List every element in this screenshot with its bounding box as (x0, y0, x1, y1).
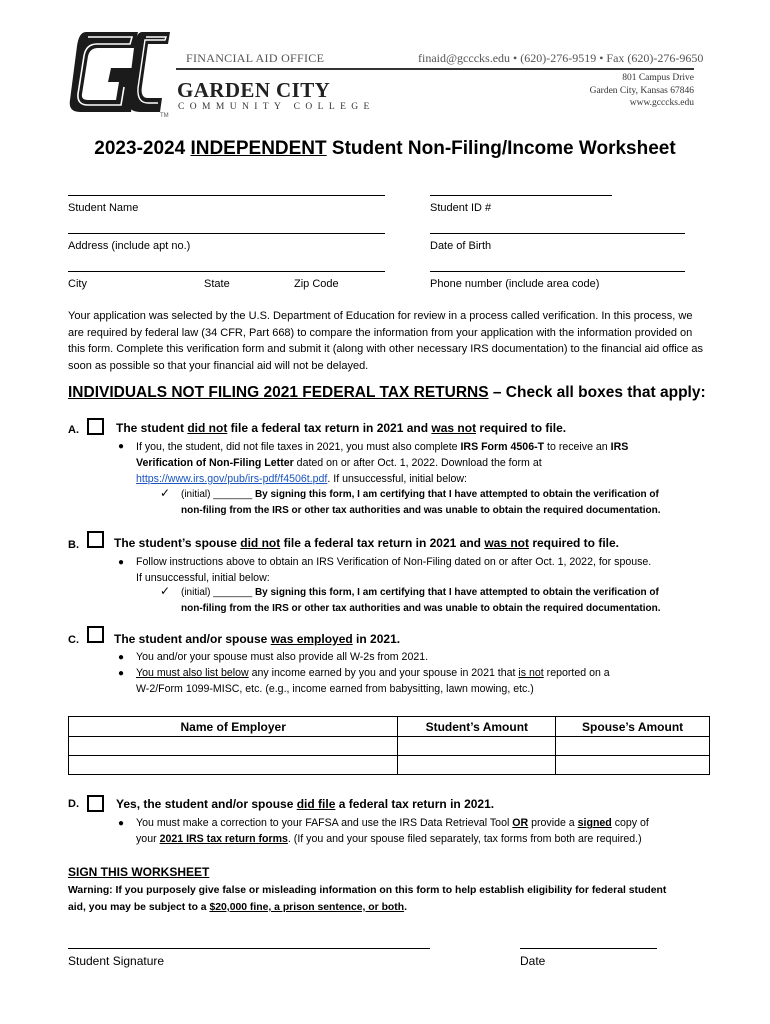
zip-label: Zip Code (294, 278, 339, 290)
table-header-row (69, 717, 710, 737)
irs-form-link[interactable]: https://www.irs.gov/pub/irs-pdf/f4506t.pdf (136, 473, 328, 485)
table-row (69, 737, 710, 756)
spouse-amount-cell[interactable] (556, 737, 710, 756)
header-student-amount: Student’s Amount (398, 717, 556, 737)
office-contact: finaid@gcccks.edu • (620)-276-9519 • Fax (620)-276-9650 (418, 51, 704, 65)
sign-heading: SIGN THIS WORKSHEET (68, 865, 210, 879)
dob-line[interactable] (430, 233, 685, 234)
option-d-label: Yes, the student and/or spouse did file a federal tax return in 2021. (116, 797, 495, 811)
address-street: 801 Campus Drive (622, 73, 694, 83)
option-c-checkbox[interactable] (87, 626, 104, 643)
option-c-letter: C. (68, 634, 79, 646)
phone-line[interactable] (430, 271, 685, 272)
bullet-icon: ● (118, 557, 125, 568)
checkmark-icon: ✓ (160, 486, 171, 500)
trademark: TM (160, 113, 169, 119)
header-spouse-amount: Spouse’s Amount (556, 717, 710, 737)
sign-warning: Warning: If you purposely give false or misleading information on this form to help establish eligibility for federal student aid, you may be subject to a $20,000 fine, a prison sentence, or both. (68, 885, 667, 913)
spouse-amount-cell[interactable] (556, 756, 710, 775)
option-b-label: The student’s spouse did not file a federal tax return in 2021 and was not required to file. (114, 536, 619, 550)
signature-line[interactable] (68, 948, 430, 949)
table-row (69, 756, 710, 775)
section-heading: INDIVIDUALS NOT FILING 2021 FEDERAL TAX RETURNS – Check all boxes that apply: (68, 384, 706, 401)
state-label: State (204, 278, 230, 290)
option-b-bullet: Follow instructions above to obtain an IRS Verification of Non-Filing dated on or after Oct. 1, 2022, for spouse. If unsuccessful, initial below: (136, 556, 652, 584)
bullet-icon: ● (118, 668, 125, 679)
option-b-certification: (initial) _______ By signing this form, I am certifying that I have attempted to obtain the verification of non-filing from the IRS or other tax authorities and was unable to obtain the required documentation. (181, 587, 661, 614)
student-id-line[interactable] (430, 195, 612, 196)
option-a-checkbox[interactable] (87, 418, 104, 435)
student-name-label: Student Name (68, 202, 139, 214)
student-id-label: Student ID # (430, 202, 492, 214)
student-amount-cell[interactable] (398, 737, 556, 756)
date-label: Date (520, 954, 546, 968)
address-website: www.gcccks.edu (629, 98, 694, 108)
employer-cell[interactable] (69, 737, 398, 756)
address-city: Garden City, Kansas 67846 (589, 85, 694, 96)
bullet-icon: ● (118, 652, 125, 663)
student-name-line[interactable] (68, 195, 385, 196)
college-address (590, 72, 694, 110)
page-title: 2023-2024 INDEPENDENT Student Non-Filing/Income Worksheet (94, 138, 676, 159)
address-label: Address (include apt no.) (68, 240, 191, 252)
bullet-icon: ● (118, 818, 125, 829)
option-d-checkbox[interactable] (87, 795, 104, 812)
address-line[interactable] (68, 233, 385, 234)
intro-paragraph: Your application was selected by the U.S. Department of Education for review in a process called verification. In this process, we are required by federal law (34 CFR, Part 668) to compare the information from your application with the information provided on this form. Complete this verification form and submit it (along with other necessary IRS documentation) to the financial aid office as soon as possible so that your financial aid will not be delayed. (68, 310, 704, 372)
option-b-checkbox[interactable] (87, 531, 104, 548)
option-c-bullet-1: You and/or your spouse must also provide all W-2s from 2021. (136, 651, 429, 663)
date-line[interactable] (520, 948, 657, 949)
employer-table (68, 716, 710, 775)
employer-cell[interactable] (69, 756, 398, 775)
option-a-certification: (initial) _______ By signing this form, I am certifying that I have attempted to obtain the verification of non-filing from the IRS or other tax authorities and was unable to obtain the required documentation. (181, 489, 661, 516)
student-amount-cell[interactable] (398, 756, 556, 775)
header-employer: Name of Employer (69, 717, 398, 737)
option-a-bullet: If you, the student, did not file taxes in 2021, you must also complete IRS Form 4506-T to receive an IRS Verification of Non-Filing Letter dated on or after Oct. 1, 2022. Download the form at https://www.irs.gov/pub/irs-pdf/f4506t.pdf. If unsuccessful, initial below: (136, 441, 629, 485)
college-subtitle: COMMUNITY COLLEGE (178, 102, 375, 112)
option-c-bullet-2: You must also list below any income earned by you and your spouse in 2021 that is not reported on a W-2/Form 1099-MISC, etc. (e.g., income earned from babysitting, lawn mowing, etc.) (136, 667, 610, 695)
college-name: GARDEN CITY (177, 78, 331, 102)
bullet-icon: ● (118, 441, 125, 452)
option-a-label: The student did not file a federal tax return in 2021 and was not required to file. (116, 421, 567, 435)
city-label: City (68, 278, 87, 290)
option-b-letter: B. (68, 539, 79, 551)
college-logo (68, 28, 172, 116)
checkmark-icon: ✓ (160, 584, 171, 598)
title-emphasis: INDEPENDENT (190, 138, 327, 159)
option-d-letter: D. (68, 798, 79, 810)
header-rule (176, 68, 694, 70)
city-state-zip-line[interactable] (68, 271, 385, 272)
option-c-label: The student and/or spouse was employed in 2021. (114, 632, 401, 646)
phone-label: Phone number (include area code) (430, 278, 600, 290)
signature-label: Student Signature (68, 954, 165, 968)
option-a-letter: A. (68, 424, 79, 436)
option-d-bullet: You must make a correction to your FAFSA and use the IRS Data Retrieval Tool OR provide a signed copy of your 2021 IRS tax return forms. (If you and your spouse filed separately, tax forms from both are required.) (136, 817, 649, 845)
dob-label: Date of Birth (430, 240, 492, 252)
office-name: FINANCIAL AID OFFICE (186, 51, 325, 65)
